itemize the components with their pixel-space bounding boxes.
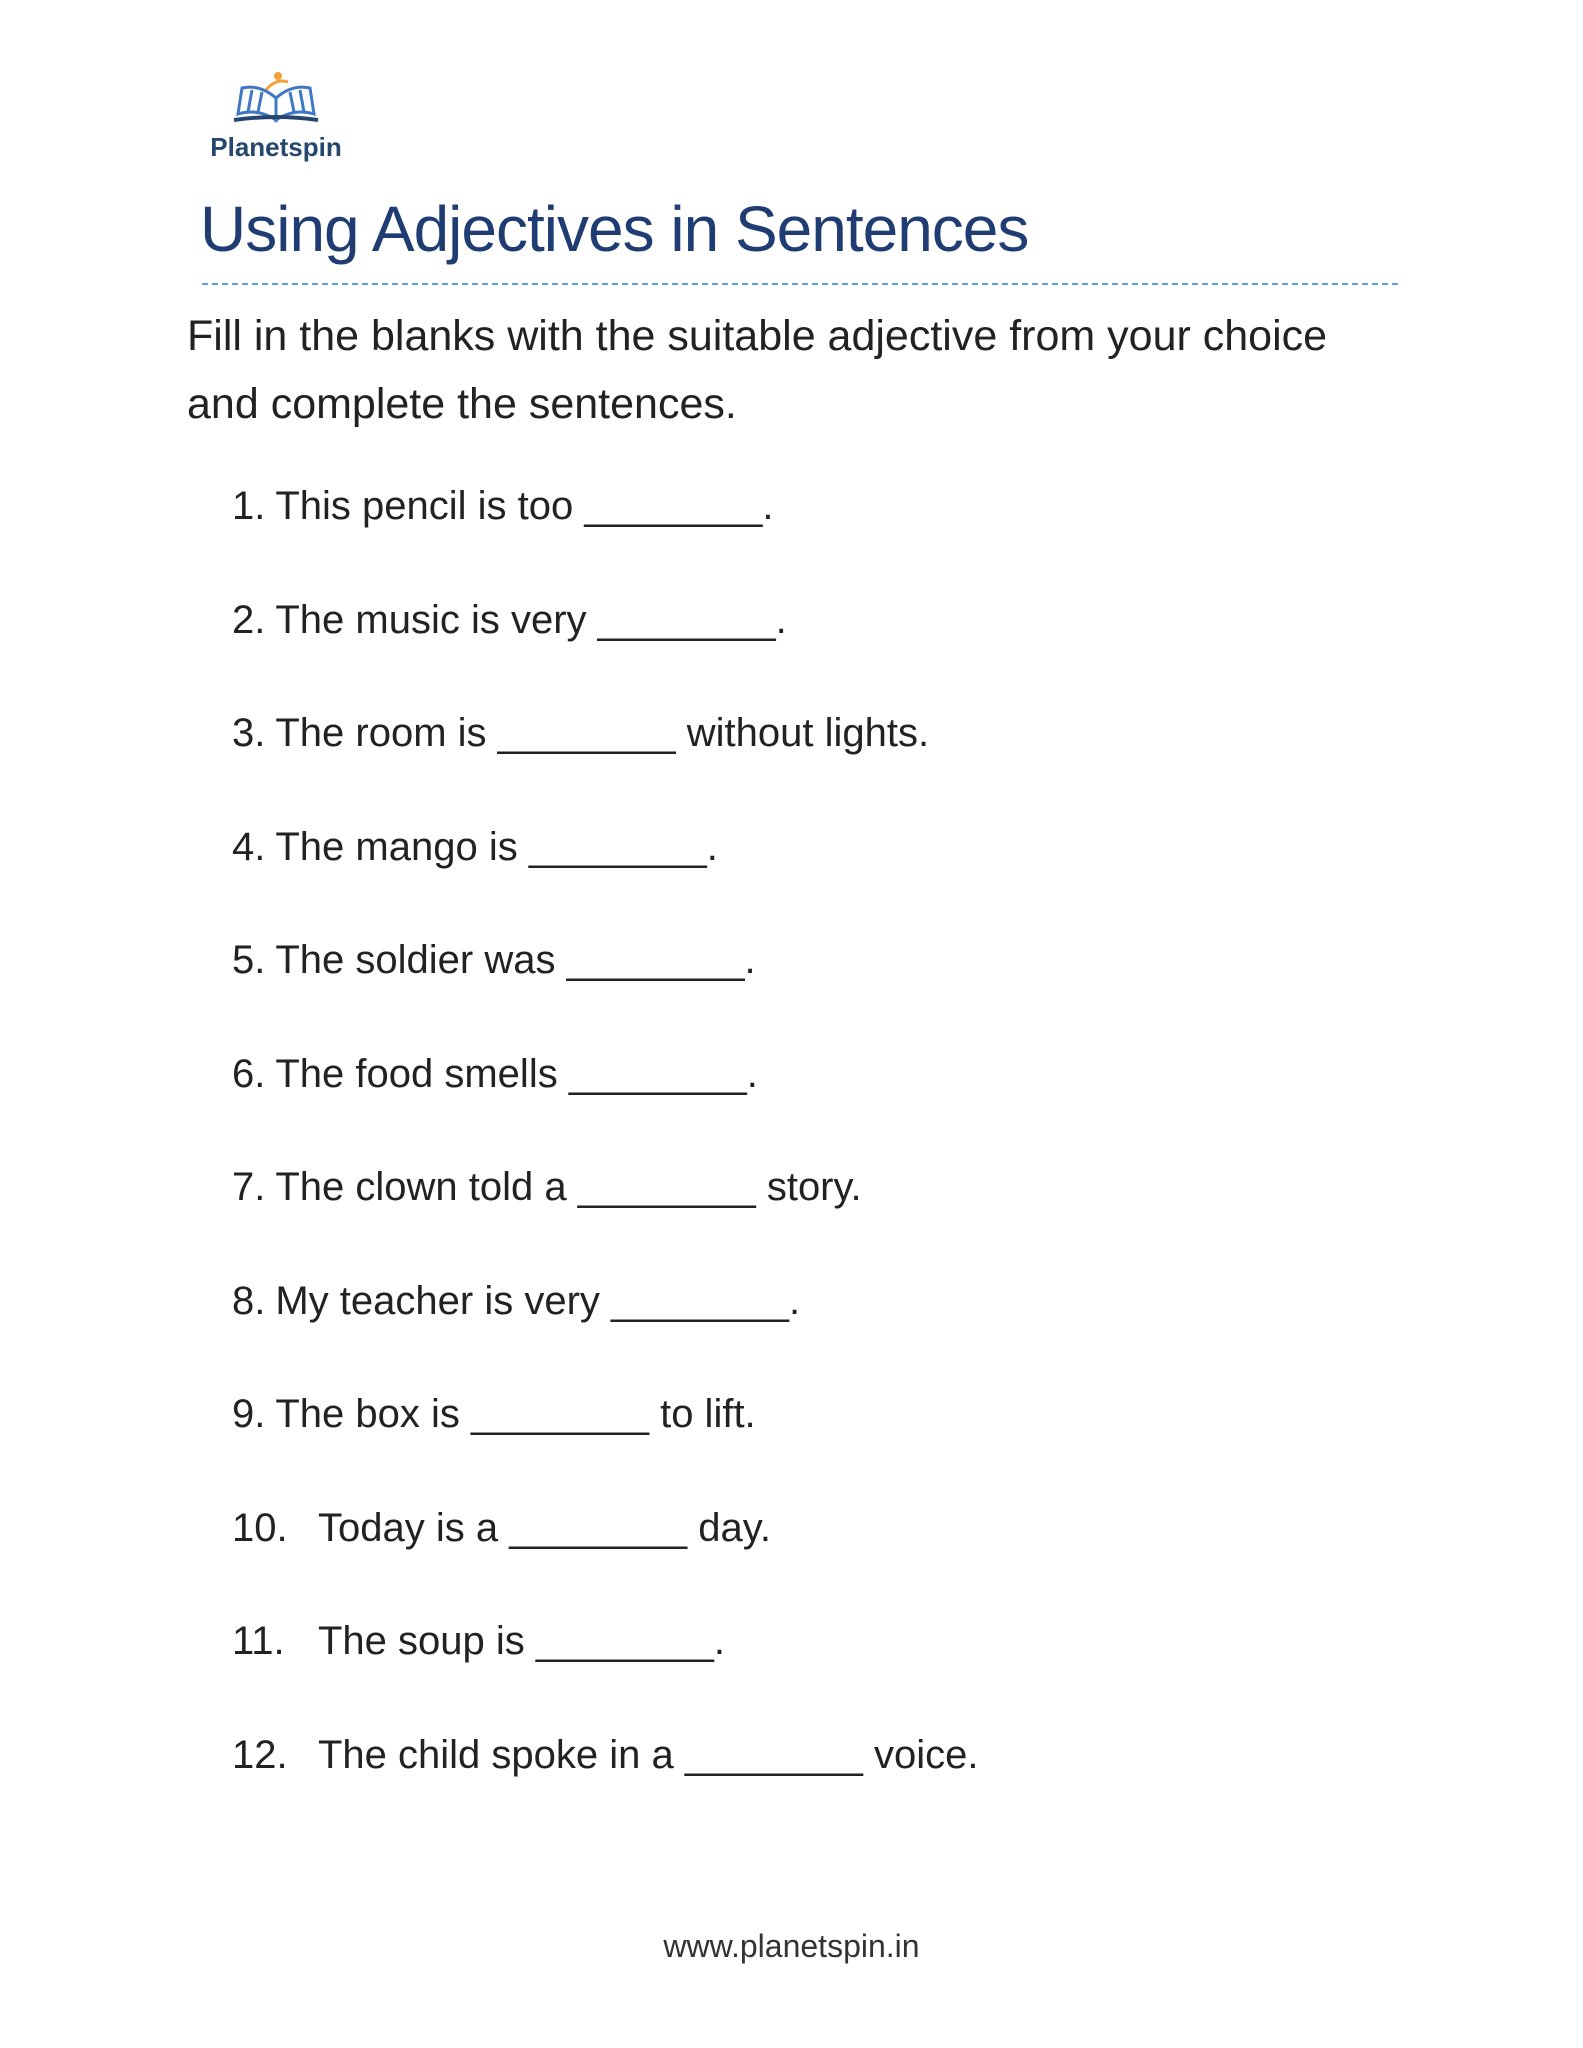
instructions-text: Fill in the blanks with the suitable adjective from your choice and complete the sentences.: [187, 312, 1328, 428]
question-text: The room is ________ without lights.: [275, 711, 930, 755]
question-text: The music is very ________.: [275, 597, 787, 642]
title-divider: [202, 283, 1398, 285]
question-text: The box is ________ to lift.: [275, 1392, 756, 1436]
open-book-icon: [228, 70, 324, 128]
question-number: 8.: [232, 1278, 266, 1323]
question-text: The clown told a ________ story.: [275, 1165, 862, 1209]
question-number: 11.: [232, 1619, 285, 1663]
question-text: The soldier was ________.: [275, 938, 756, 982]
question-text: This pencil is too ________.: [275, 484, 774, 528]
question-number: 9.: [232, 1392, 266, 1436]
question-number: 6.: [232, 1051, 266, 1096]
question-text: The mango is ________.: [275, 824, 718, 869]
question-number: 7.: [232, 1165, 266, 1209]
question-number: 3.: [232, 711, 266, 755]
question-list: [232, 474, 1382, 1836]
question-number: 4.: [232, 824, 266, 869]
question-item: [232, 815, 1382, 929]
question-item: [232, 1723, 1382, 1837]
question-number: 2.: [232, 597, 266, 642]
question-text: My teacher is very ________.: [275, 1278, 801, 1323]
question-item: [232, 701, 1382, 815]
question-item: [232, 1155, 1382, 1269]
question-item: [232, 1496, 1382, 1610]
question-item: [232, 1609, 1382, 1723]
question-item: [232, 1382, 1382, 1496]
question-item: [232, 928, 1382, 1042]
question-item: [232, 1042, 1382, 1156]
question-text: The food smells ________.: [275, 1051, 758, 1096]
question-item: [232, 1269, 1382, 1383]
brand-name: Planetspin: [210, 132, 342, 162]
brand-logo: [206, 70, 346, 170]
question-number: 12.: [232, 1732, 288, 1777]
question-item: [232, 474, 1382, 588]
question-text: The child spoke in a ________ voice.: [318, 1732, 979, 1777]
question-item: [232, 588, 1382, 702]
question-text: The soup is ________.: [318, 1619, 725, 1663]
question-number: 10.: [232, 1505, 288, 1550]
question-number: 5.: [232, 938, 266, 982]
page-title: Using Adjectives in Sentences: [200, 193, 1029, 265]
question-text: Today is a ________ day.: [318, 1505, 771, 1550]
footer-website: www.planetspin.in: [663, 1928, 920, 1964]
question-number: 1.: [232, 484, 266, 528]
